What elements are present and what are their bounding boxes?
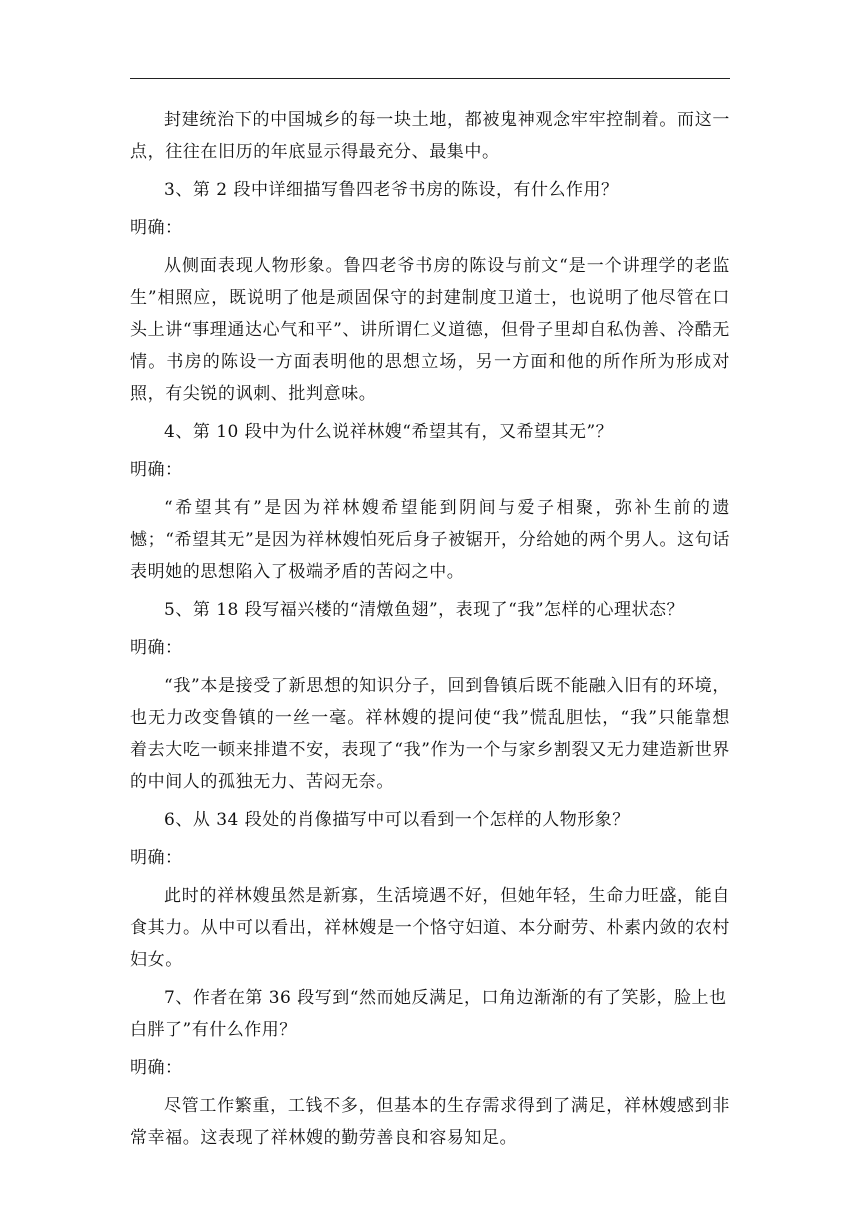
answer-label-4: 明确： bbox=[130, 460, 183, 480]
answer-label-6: 明确： bbox=[130, 848, 183, 868]
answer-5: “我”本是接受了新思想的知识分子，回到鲁镇后既不能融入旧有的环境，也无力改变鲁镇的一丝一毫。祥林嫂的提问使“我”慌乱胆怯，“我”只能靠想着去大吃一顿来排遣不安，表现了“我”作为一个与家乡割裂又无力建造新世界的中间人的孤独无力、苦闷无奈。 bbox=[130, 676, 730, 792]
question-7: 7、作者在第 36 段写到“然而她反满足，口角边渐渐的有了笑影，脸上也白胖了”有什么作用？ bbox=[130, 988, 727, 1040]
intro-paragraph: 封建统治下的中国城乡的每一块土地，都被鬼神观念牢牢控制着。而这一点，往往在旧历的年底显示得最充分、最集中。 bbox=[130, 110, 730, 162]
question-6: 6、从 34 段处的肖像描写中可以看到一个怎样的人物形象？ bbox=[164, 810, 630, 830]
answer-4: “希望其有”是因为祥林嫂希望能到阴间与爱子相聚，弥补生前的遗憾；“希望其无”是因为祥林嫂怕死后身子被锯开，分给她的两个男人。这句话表明她的思想陷入了极端矛盾的苦闷之中。 bbox=[130, 498, 730, 582]
answer-7: 尽管工作繁重，工钱不多，但基本的生存需求得到了满足，祥林嫂感到非常幸福。这表现了祥林嫂的勤劳善良和容易知足。 bbox=[130, 1096, 730, 1148]
header-rule bbox=[130, 78, 730, 79]
answer-3: 从侧面表现人物形象。鲁四老爷书房的陈设与前文“是一个讲理学的老监生”相照应，既说明了他是顽固保守的封建制度卫道士，也说明了他尽管在口头上讲“事理通达心气和平”、讲所谓仁义道德，但骨子里却自私伪善、冷酷无情。书房的陈设一方面表明他的思想立场，另一方面和他的所作所为形成对照，有尖锐的讽刺、批判意味。 bbox=[130, 256, 730, 404]
answer-label-5: 明确： bbox=[130, 638, 183, 658]
document-body bbox=[130, 104, 730, 1160]
question-5: 5、第 18 段写福兴楼的“清燉鱼翅”，表现了“我”怎样的心理状态？ bbox=[164, 600, 685, 620]
question-4: 4、第 10 段中为什么说祥林嫂“希望其有，又希望其无”？ bbox=[164, 422, 614, 442]
answer-6: 此时的祥林嫂虽然是新寡，生活境遇不好，但她年轻，生命力旺盛，能自食其力。从中可以看出，祥林嫂是一个恪守妇道、本分耐劳、朴素内敛的农村妇女。 bbox=[130, 886, 730, 970]
answer-label-3: 明确： bbox=[130, 218, 183, 238]
answer-label-7: 明确： bbox=[130, 1058, 183, 1078]
question-3: 3、第 2 段中详细描写鲁四老爷书房的陈设，有什么作用？ bbox=[164, 180, 619, 200]
